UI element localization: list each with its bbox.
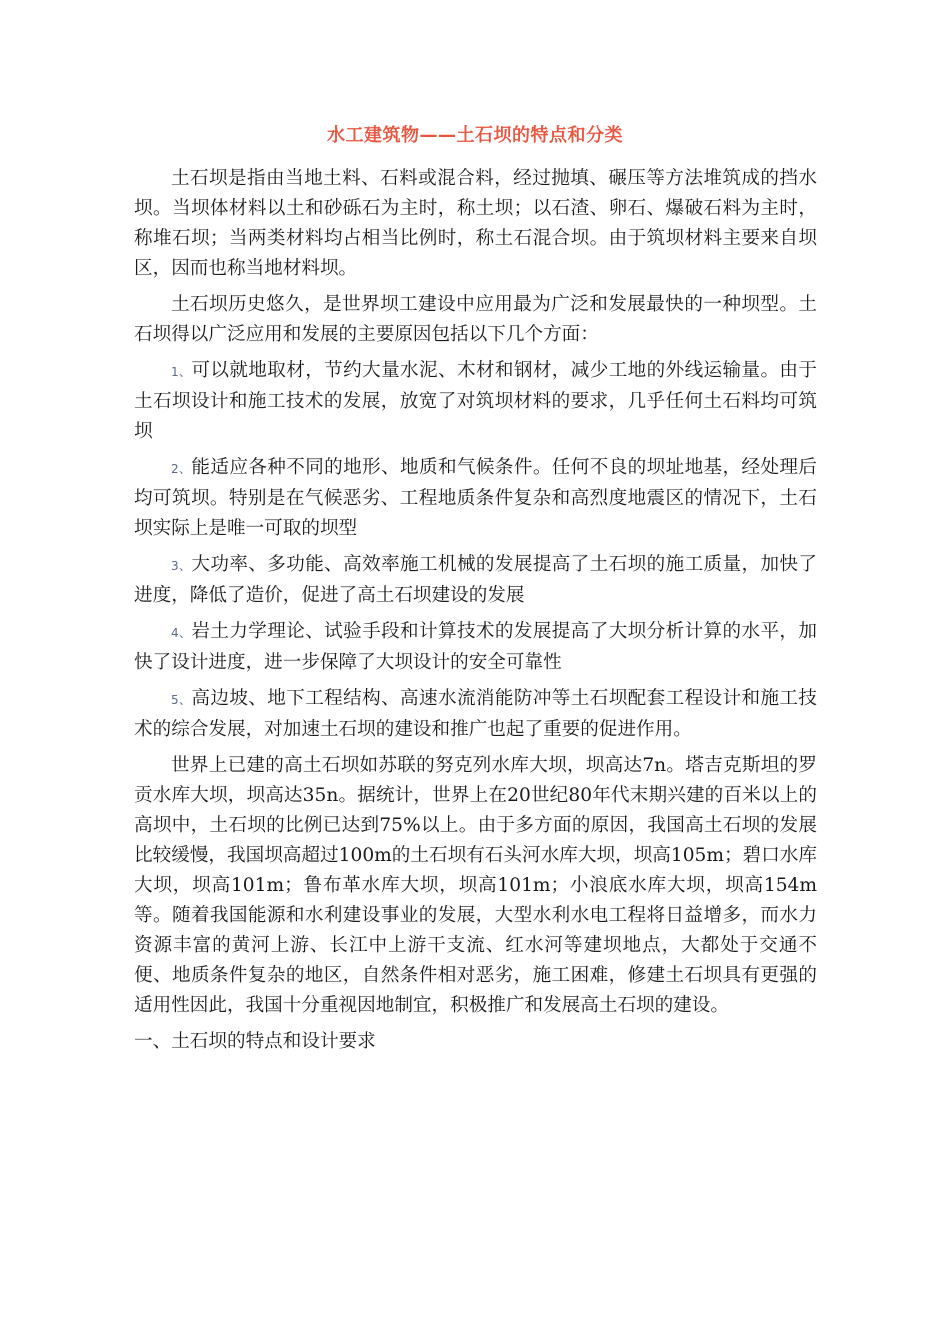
list-item [134,617,817,678]
list-item-number: 5、 [171,693,192,707]
intro-paragraph: 土石坝是指由当地土料、石料或混合料，经过抛填、碾压等方法堆筑成的挡水坝。当坝体材料以土和砂砾石为主时，称土坝；以石渣、卵石、爆破石料为主时，称堆石坝；当两类材料均占相当比例时，称土石混合坝。由于筑坝材料主要来自坝区，因而也称当地材料坝。 [134,168,817,279]
world-dams-paragraph: 世界上已建的高土石坝如苏联的努克列水库大坝，坝高达7n。塔吉克斯坦的罗贡水库大坝，坝高达35n。据统计，世界上在20世纪80年代末期兴建的百米以上的高坝中，土石坝的比例已达到75%以上。由于多方面的原因，我国高土石坝的发展比较缓慢，我国坝高超过100m的土石坝有石头河水库大坝，坝高105m；碧口水库大坝，坝高101m；鲁布革水库大坝，坝高101m；小浪底水库大坝，坝高154m等。随着我国能源和水利建设事业的发展，大型水利水电工程将日益增多，而水力资源丰富的黄河上游、长江中上游干支流、红水河等建坝地点，大都处于交通不便、地质条件复杂的地区，自然条件相对恶劣，施工困难，修建土石坝具有更强的适用性因此，我国十分重视因地制宜，积极推广和发展高土石坝的建设。 [134,755,817,1016]
list-item-text: 大功率、多功能、高效率施工机械的发展提高了土石坝的施工质量，加快了进度，降低了造价，促进了高土石坝建设的发展 [134,554,817,606]
list-item-number: 1、 [171,365,192,379]
list-item-text: 岩土力学理论、试验手段和计算技术的发展提高了大坝分析计算的水平，加快了设计进度，进一步保障了大坝设计的安全可靠性 [134,621,817,673]
section-heading: 一、土石坝的特点和设计要求 [134,1031,376,1052]
document-body [134,164,817,1057]
list-item-number: 3、 [171,559,192,573]
list-item [134,684,817,745]
list-item [134,550,817,611]
list-item-text: 高边坡、地下工程结构、高速水流消能防冲等土石坝配套工程设计和施工技术的综合发展，对加速土石坝的建设和推广也起了重要的促进作用。 [134,688,817,740]
list-item [134,453,817,544]
list-item-number: 4、 [171,626,192,640]
list-item-text: 能适应各种不同的地形、地质和气候条件。任何不良的坝址地基，经处理后均可筑坝。特别是在气候恶劣、工程地质条件复杂和高烈度地震区的情况下，土石坝实际上是唯一可取的坝型 [134,457,817,539]
history-paragraph: 土石坝历史悠久，是世界坝工建设中应用最为广泛和发展最快的一种坝型。土石坝得以广泛应用和发展的主要原因包括以下几个方面： [134,294,817,345]
document-title: 水工建筑物——土石坝的特点和分类 [327,125,623,146]
list-item [134,356,817,447]
list-item-text: 可以就地取材，节约大量水泥、木材和钢材，减少工地的外线运输量。由于土石坝设计和施工技术的发展，放宽了对筑坝材料的要求，几乎任何土石料均可筑坝 [134,360,817,442]
list-item-number: 2、 [171,462,192,476]
